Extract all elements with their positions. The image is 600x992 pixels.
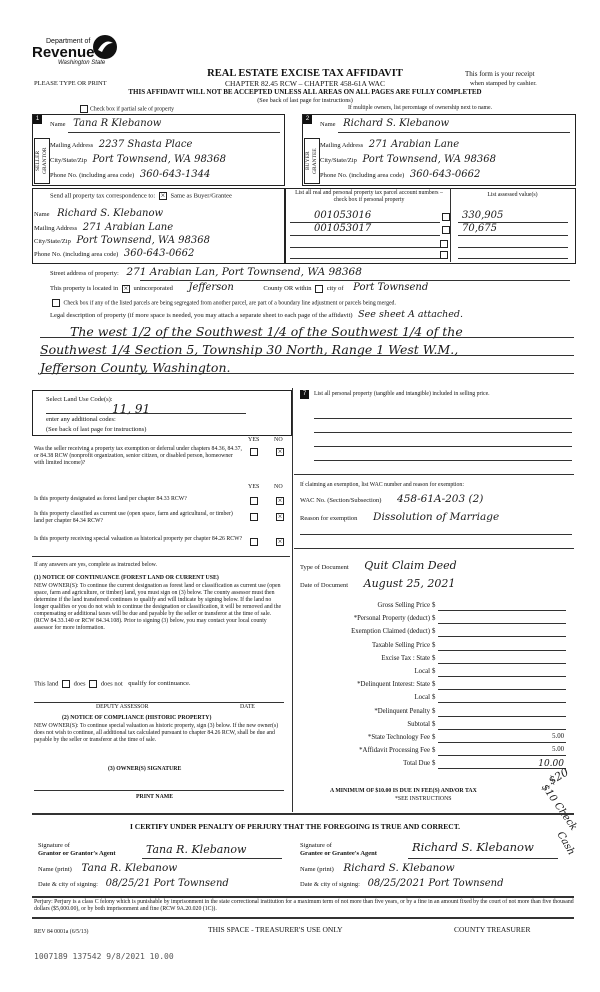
exemption-reason[interactable]: Dissolution of Marriage	[373, 511, 500, 523]
seller-name-row	[50, 120, 280, 129]
fee-row	[300, 694, 570, 704]
does-not-checkbox[interactable]	[89, 680, 97, 688]
reason-line	[300, 534, 572, 535]
legal-row	[50, 311, 580, 320]
legal-line	[40, 355, 574, 356]
partial-sale-checkbox[interactable]	[80, 105, 88, 113]
within-city-checkbox[interactable]	[315, 285, 323, 293]
land-use-line	[46, 413, 246, 414]
question-forest: Is this property designated as forest land per chapter 84.33 RCW?	[34, 496, 187, 502]
fee-line	[438, 729, 566, 730]
parcel-line	[290, 235, 440, 236]
fee-label: Local	[414, 694, 430, 702]
seller-mailing-row	[50, 141, 280, 150]
located-row	[50, 284, 570, 293]
no-header: NO	[274, 437, 283, 443]
county-name[interactable]: Jefferson	[188, 282, 234, 293]
seller-mailing-label: Mailing Address	[50, 142, 94, 149]
dor-logo	[30, 34, 130, 70]
buyer-phone-row	[320, 171, 570, 180]
seller-section-number: 1	[33, 115, 42, 124]
grantee-date-label: Date & city of signing:	[300, 881, 360, 888]
tax-corr-city-row	[34, 237, 210, 246]
grantor-signature[interactable]: Tana R. Klebanow	[146, 843, 247, 856]
buyer-city-label: City/State/Zip	[320, 157, 357, 164]
see-back-note: (See back of last page for instructions)	[257, 97, 353, 104]
city-of-label: city of	[326, 285, 344, 292]
q4-no-checkbox[interactable]	[276, 538, 284, 546]
certify-statement: I CERTIFY UNDER PENALTY OF PERJURY THAT THE FOREGOING IS TRUE AND CORRECT.	[130, 822, 461, 831]
tax-corr-city[interactable]: Port Townsend, WA 98368	[76, 235, 210, 246]
buyer-name-row	[320, 120, 570, 129]
seller-phone-label: Phone No. (including area code)	[50, 172, 135, 179]
owner-signature-line	[34, 790, 284, 791]
grantee-date[interactable]: 08/25/2021 Port Townsend	[367, 878, 504, 889]
receipt-note-2: when stamped by cashier.	[470, 80, 537, 87]
county-or-label: County OR	[263, 285, 294, 292]
land-use-code[interactable]: 11, 91	[112, 402, 151, 416]
seller-name-label: Name	[50, 121, 66, 128]
notice-compliance-body: NEW OWNER(S): To continue special valuation as historic property, sign (3) below. If the new owner(s) does not wish to continue, all additional tax calculated pursuant to chapter 84.26 RCW, shall be due and payable by the seller or transferor at the time of sale.	[34, 723, 279, 743]
fee-line	[438, 676, 566, 677]
partial-sale	[78, 105, 174, 113]
grantee-signature[interactable]: Richard S. Klebanow	[412, 840, 534, 854]
doc-type[interactable]: Quit Claim Deed	[364, 559, 457, 572]
segregated-row	[50, 299, 570, 307]
buyer-phone-label: Phone No. (including area code)	[320, 172, 405, 179]
seller-city-row	[50, 156, 280, 165]
reason-row	[300, 513, 499, 523]
no-header: NO	[274, 484, 283, 490]
wac-number[interactable]: 458-61A-203 (2)	[397, 493, 484, 505]
buyer-section-number: 2	[303, 115, 312, 124]
personal-property-line	[314, 432, 572, 433]
question-historic: Is this property receiving special valuation as historical property per chapter 84.26 RCW?	[34, 536, 243, 542]
parcel-value-line	[458, 258, 568, 259]
tax-corr-label: Send all property tax correspondence to:	[50, 192, 156, 200]
fee-label: *Delinquent Interest: State	[357, 681, 430, 689]
fee-label: *Personal Property (deduct)	[353, 615, 430, 623]
buyer-name-label: Name	[320, 121, 336, 128]
within-label: within	[294, 285, 312, 292]
grantor-name[interactable]: Tana R. Klebanow	[81, 862, 178, 874]
grantee-name-label: Name (print)	[300, 866, 334, 873]
legal-note[interactable]: See sheet A attached.	[358, 309, 464, 320]
dor-logo-mark-icon	[92, 34, 118, 60]
seller-name[interactable]: Tana R Klebanow	[73, 118, 162, 129]
divider	[294, 474, 574, 475]
buyer-city[interactable]: Port Townsend, WA 98368	[362, 154, 496, 165]
street-label: Street address of property:	[50, 270, 119, 277]
parcel-personal-checkbox[interactable]	[440, 251, 448, 259]
fee-line	[438, 702, 566, 703]
parcel-line	[290, 247, 440, 248]
question-current-use: Is this property classified as current use (open space, farm and agricultural, or timber) land per chapter 84.34 RCW?	[34, 511, 233, 524]
legal-line-2[interactable]: Southwest 1/4 Section 5, Township 30 North, Range 1 West W.M.,	[40, 342, 459, 357]
fee-row	[300, 721, 570, 731]
parcels-header: List all real and personal property tax parcel account numbers – check box if personal property	[295, 190, 443, 203]
date-label: DATE	[240, 704, 255, 710]
wac-row	[300, 495, 483, 505]
personal-property-line	[314, 418, 572, 419]
form-subtitle: CHAPTER 82.45 RCW – CHAPTER 458-61A WAC	[225, 79, 385, 88]
fee-currency: $	[432, 668, 436, 675]
receipt-note-1: This form is your receipt	[465, 70, 535, 78]
land-use-additional: enter any additional codes:	[46, 416, 116, 423]
parcel-assessed-value[interactable]: 330,905	[462, 210, 504, 221]
tax-corr-header	[50, 192, 232, 200]
divider	[32, 917, 574, 919]
fee-row	[300, 628, 570, 638]
if-yes-note: If any answers are yes, complete as instructed below.	[34, 562, 157, 568]
fee-line	[438, 755, 566, 756]
q2-yes-checkbox[interactable]	[250, 497, 258, 505]
fee-label: *State Technology Fee	[367, 734, 430, 741]
grantee-name[interactable]: Richard S. Klebanow	[343, 862, 455, 874]
seller-city[interactable]: Port Townsend, WA 98368	[92, 154, 226, 165]
fee-label: Taxable Selling Price	[371, 641, 430, 649]
print-name-label: PRINT NAME	[136, 794, 174, 800]
buyer-city-row	[320, 156, 570, 165]
fee-value[interactable]: 5.00	[552, 733, 564, 740]
grantee-sig-label-1: Signature of	[300, 842, 332, 849]
fee-row	[300, 668, 570, 678]
divider	[32, 896, 574, 898]
grantee-name-row	[300, 864, 455, 874]
see-instructions: *SEE INSTRUCTIONS	[395, 796, 452, 802]
fee-value[interactable]: 10.00	[538, 759, 564, 770]
buyer-name[interactable]: Richard S. Klebanow	[343, 118, 450, 129]
street-row	[50, 268, 570, 278]
fee-label: *Delinquent Penalty	[374, 707, 430, 715]
seller-phone[interactable]: 360-643-1344	[139, 169, 211, 180]
fee-row	[300, 708, 570, 718]
notice-compliance-title: (2) NOTICE OF COMPLIANCE (HISTORIC PROPERTY)	[62, 715, 212, 721]
question-exemption: Was the seller receiving a property tax exemption or deferral under chapters 84.36, 84.37, or 84.38 RCW (nonprofit organization, senior citizen, or disabled person, homeowner with limited income)?	[34, 446, 242, 466]
yes-header: YES	[248, 437, 260, 443]
notice-continuance-title: (1) NOTICE OF CONTINUANCE (FOREST LAND OR CURRENT USE)	[34, 575, 219, 581]
fee-currency: $	[432, 602, 436, 609]
doc-date[interactable]: August 25, 2021	[363, 577, 456, 590]
grantor-sig-label-2: Grantor or Grantor's Agent	[38, 850, 116, 857]
legal-line-3[interactable]: Jefferson County, Washington.	[40, 360, 231, 375]
seller-city-label: City/State/Zip	[50, 157, 87, 164]
assessed-header: List assessed value(s)	[487, 192, 538, 198]
fee-currency: $	[432, 760, 436, 768]
fee-row	[300, 734, 570, 744]
tax-corr-mailing-row	[34, 224, 173, 233]
minimum-fee-note: A MINIMUM OF $10.00 IS DUE IN FEE(S) AND/OR TAX	[330, 788, 477, 794]
tax-corr-mailing[interactable]: 271 Arabian Lane	[82, 222, 174, 233]
fee-row	[300, 642, 570, 652]
fee-line	[438, 610, 566, 611]
parcel-number[interactable]: 001053016	[314, 210, 372, 221]
fee-label: Subtotal	[407, 720, 430, 728]
form-warning: THIS AFFIDAVIT WILL NOT BE ACCEPTED UNLESS ALL AREAS ON ALL PAGES ARE FULLY COMPLETED	[128, 88, 482, 96]
fee-label: Local	[414, 668, 430, 675]
q2-no-checkbox[interactable]	[276, 497, 284, 505]
property-city[interactable]: Port Townsend	[353, 282, 429, 293]
fee-currency: $	[432, 707, 436, 715]
buyer-phone[interactable]: 360-643-0662	[409, 169, 481, 180]
same-as-buyer-label: Same as Buyer/Grantee	[170, 192, 232, 200]
q1-no-checkbox[interactable]	[276, 448, 284, 456]
form-title: REAL ESTATE EXCISE TAX AFFIDAVIT	[207, 68, 403, 79]
multiple-owners: If multiple owners, list percentage of ownership next to name.	[348, 105, 493, 111]
fee-label: Gross Selling Price	[377, 602, 430, 609]
doc-type-row	[300, 559, 457, 572]
owner-signature-title: (3) OWNER(S) SIGNATURE	[108, 766, 182, 772]
fee-value[interactable]: 5.00	[552, 746, 564, 754]
margin-note-check: $10 Check	[538, 782, 579, 833]
grantor-date-row	[38, 880, 229, 889]
parcel-value-line	[458, 235, 568, 236]
q4-yes-checkbox[interactable]	[250, 538, 258, 546]
notice-continuance-body: NEW OWNER(S): To continue the current designation as forest land or classification as current use (open space, farm and agriculture, or timber) land, you must sign on (3) below. The county assessor must then determine if the land transferred continues to qualify and will indicate by signing below. If the land no longer qualifies or you do not wish to continue the designation or classification, it will be removed and the compensating or additional taxes will be due and payable by the seller or transferor at the time of sale. (RCW 84.33.140 or RCW 84.34.108). Prior to signing (3) below, you may contact your local county assessor for more information.	[34, 583, 282, 631]
wac-label: WAC No. (Section/Subsection)	[300, 497, 382, 504]
fee-currency: $	[432, 747, 436, 755]
perjury-statement: Perjury: Perjury is a class C felony which is punishable by imprisonment in the state correctional institution for a maximum term of not more than five years, or by a fine in an amount fixed by the court of not more than five thousand dollars ($5,000.00), or by both imprisonment and fine (RCW 9A.20.020 (1C)).	[34, 899, 574, 912]
buyer-mailing-row	[320, 141, 570, 150]
continuance-row	[34, 680, 191, 688]
fee-row	[300, 655, 570, 665]
legal-label: Legal description of property (if more space is needed, you may attach a separate sheet to each page of the affidavit)	[50, 312, 353, 319]
deputy-line	[34, 702, 284, 703]
qualify-label: qualify for continuance.	[128, 680, 191, 688]
partial-sale-label: Check box if partial sale of property	[90, 106, 175, 113]
buyer-name-line	[338, 132, 570, 133]
fee-line	[438, 636, 566, 637]
buyer-tab: BUYER GRANTEE	[304, 138, 320, 184]
dept-line3: Washington State	[58, 60, 106, 66]
parcel-personal-checkbox[interactable]	[440, 240, 448, 248]
land-use-label: Select Land Use Code(s):	[46, 396, 113, 403]
grantee-sig-label-2: Grantee or Grantee's Agent	[300, 850, 377, 857]
tax-corr-city-label: City/State/Zip	[34, 238, 71, 245]
doc-type-label: Type of Document	[300, 564, 349, 571]
parcel-assessed-value[interactable]: 70,675	[462, 223, 497, 234]
tax-corr-mailing-label: Mailing Address	[34, 225, 78, 232]
legal-line	[40, 373, 574, 374]
dept-line2: Revenue	[32, 44, 95, 61]
parcel-personal-checkbox[interactable]	[442, 226, 450, 234]
please-type: PLEASE TYPE OR PRINT	[34, 80, 107, 87]
grantor-name-row	[38, 864, 177, 874]
tax-corr-name[interactable]: Richard S. Klebanow	[57, 208, 164, 219]
fee-label: Exemption Claimed (deduct)	[351, 628, 430, 636]
grantor-date-label: Date & city of signing:	[38, 881, 98, 888]
seller-tab: SELLER GRANTOR	[34, 138, 50, 184]
fee-line	[438, 742, 566, 743]
divider	[32, 556, 290, 557]
fee-row	[300, 602, 570, 612]
fee-currency: $	[432, 654, 436, 662]
street-line	[140, 280, 570, 281]
fee-row	[300, 760, 570, 770]
divider	[294, 548, 574, 549]
buyer-mailing-label: Mailing Address	[320, 142, 364, 149]
fee-line	[438, 623, 566, 624]
personal-property-line	[314, 446, 572, 447]
parcel-row	[290, 223, 570, 235]
grantor-sig-line	[142, 858, 282, 859]
personal-property-number: 7	[300, 390, 309, 399]
tax-corr-phone-row	[34, 250, 194, 259]
form-revision: REV 84 0001a (6/5/13)	[34, 929, 89, 935]
segregated-label: Check box if any of the listed parcels are being segregated from another parcel, are part of a boundary line adjustment or parcels being merged.	[63, 300, 396, 307]
street-address[interactable]: 271 Arabian Lan, Port Townsend, WA 98368	[126, 266, 362, 278]
fee-currency: $	[432, 681, 436, 689]
exemption-intro: If claiming an exemption, list WAC number and reason for exemption:	[300, 482, 464, 488]
fee-currency: $	[432, 615, 436, 623]
deputy-assessor-label: DEPUTY ASSESSOR	[96, 704, 149, 710]
does-not-label: does not	[100, 680, 123, 688]
fee-label: *Affidavit Processing Fee	[359, 747, 430, 755]
does-checkbox[interactable]	[62, 680, 70, 688]
grantor-name-label: Name (print)	[38, 866, 72, 873]
unincorporated-checkbox[interactable]	[122, 285, 130, 293]
seller-mailing[interactable]: 2237 Shasta Place	[98, 139, 193, 150]
same-as-buyer-checkbox[interactable]	[159, 192, 167, 200]
parcel-value-line	[458, 247, 568, 248]
segregated-checkbox[interactable]	[52, 299, 60, 307]
fee-label: Total Due	[403, 760, 430, 768]
tax-corr-name-row	[34, 210, 163, 219]
buyer-mailing[interactable]: 271 Arabian Lane	[368, 139, 460, 150]
parcel-personal-checkbox[interactable]	[442, 213, 450, 221]
fee-currency: $	[432, 720, 436, 728]
personal-property-line	[314, 460, 572, 461]
county-treasurer: COUNTY TREASURER	[454, 925, 531, 934]
fee-currency: $	[432, 628, 436, 636]
located-label: This property is located in	[50, 285, 119, 292]
grantor-date[interactable]: 08/25/21 Port Townsend	[105, 878, 229, 889]
fee-row	[300, 747, 570, 757]
unincorporated-label: unincorporated	[133, 285, 173, 292]
grantee-date-row	[300, 880, 504, 889]
doc-date-label: Date of Document	[300, 582, 349, 589]
legal-line-1[interactable]: The west 1/2 of the Southwest 1/4 of the Southwest 1/4 of the	[70, 324, 463, 339]
dept-line1: Department of	[46, 38, 91, 45]
q1-yes-checkbox[interactable]	[250, 448, 258, 456]
seller-name-line	[68, 132, 280, 133]
q3-yes-checkbox[interactable]	[250, 513, 258, 521]
parcel-line	[290, 258, 440, 259]
parcel-row	[290, 210, 570, 222]
q3-no-checkbox[interactable]	[276, 513, 284, 521]
fee-currency: $	[432, 694, 436, 702]
reason-label: Reason for exemption	[300, 515, 358, 522]
yes-header: YES	[248, 484, 260, 490]
land-use-see-back: (See back of last page for instructions)	[46, 426, 147, 433]
tax-corr-phone[interactable]: 360-643-0662	[123, 248, 195, 259]
tax-corr-phone-label: Phone No. (including area code)	[34, 251, 119, 258]
grantor-sig-label-1: Signature of	[38, 842, 70, 849]
divider	[32, 813, 574, 815]
fee-label: Excise Tax : State	[381, 654, 430, 662]
doc-date-row	[300, 577, 456, 590]
fee-line	[438, 650, 566, 651]
fee-currency: $	[432, 734, 436, 741]
does-label: does	[73, 680, 86, 688]
recording-stamp: 1007189 137542 9/8/2021 10.00	[34, 952, 174, 961]
tax-corr-name-label: Name	[34, 211, 50, 218]
fee-row	[300, 681, 570, 691]
grantee-sig-line	[408, 858, 558, 859]
parcel-number[interactable]: 001053017	[314, 223, 372, 234]
personal-property-label: List all personal property (tangible and intangible) included in selling price.	[314, 391, 490, 397]
fee-line	[438, 689, 566, 690]
land-label: This land	[34, 680, 59, 688]
treasurer-space: THIS SPACE - TREASURER'S USE ONLY	[208, 925, 343, 934]
fee-currency: $	[432, 641, 436, 649]
fee-line	[438, 716, 566, 717]
margin-note-amount: $20	[546, 765, 571, 788]
legal-line	[40, 337, 574, 338]
seller-phone-row	[50, 171, 280, 180]
fee-line	[438, 663, 566, 664]
fee-row	[300, 615, 570, 625]
margin-note-cash: Cash	[554, 829, 577, 858]
column-divider	[292, 388, 293, 812]
